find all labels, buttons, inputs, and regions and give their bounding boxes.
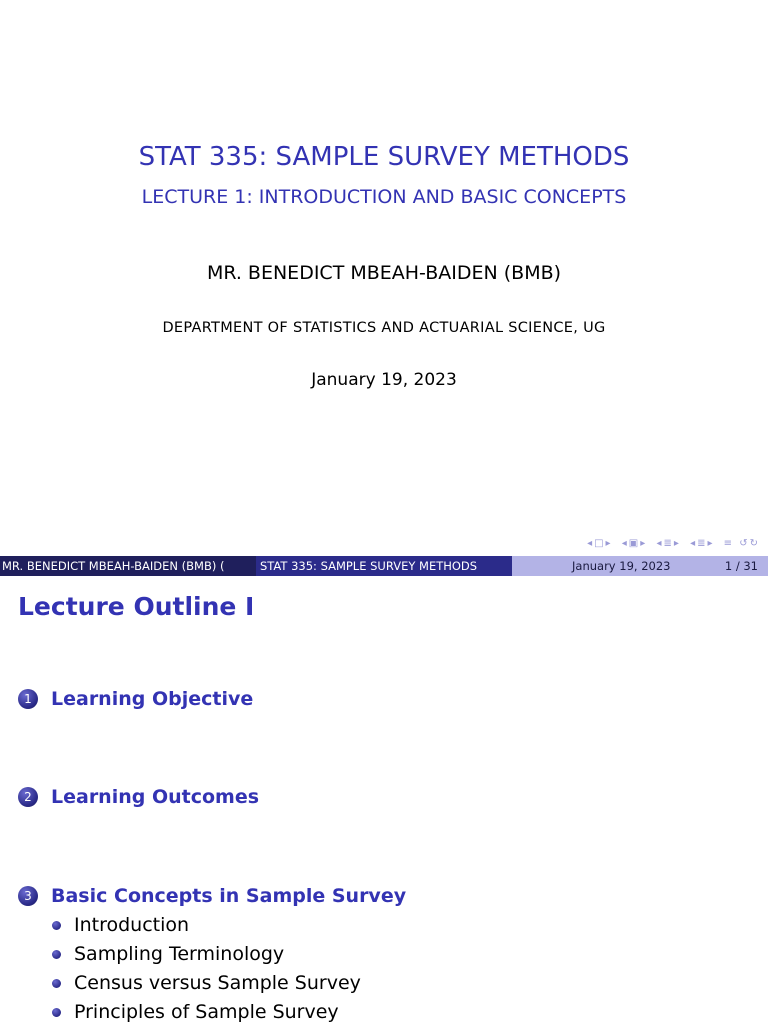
subsection-label: Introduction [74,914,190,936]
outline-section-1[interactable] [18,688,253,710]
section-number-ball: 2 [18,787,38,807]
institute-name: DEPARTMENT OF STATISTICS AND ACTUARIAL SCIENCE, UG [162,320,606,336]
footer-date: January 19, 2023 [572,559,671,573]
section-label: Learning Objective [51,688,254,710]
outline-subsection[interactable] [52,943,284,965]
bullet-icon [52,921,61,930]
subsection-label: Census versus Sample Survey [74,972,361,994]
footer-author: MR. BENEDICT MBEAH-BAIDEN (BMB) ( [0,556,256,576]
presentation-date: January 19, 2023 [311,370,457,390]
nav-subsection-icon[interactable]: ◂▣▸ [621,538,648,549]
nav-search-icon[interactable]: ≡ ↺↻ [723,538,760,549]
outline-section-3[interactable] [18,885,406,907]
section-label: Basic Concepts in Sample Survey [51,885,407,907]
outline-section-2[interactable] [18,786,259,808]
presentation-subtitle: LECTURE 1: INTRODUCTION AND BASIC CONCEPTS [141,186,627,208]
footer-page-number: 1 / 31 [724,559,758,573]
footer-title: STAT 335: SAMPLE SURVEY METHODS [256,556,512,576]
subsection-label: Principles of Sample Survey [74,1001,339,1023]
footer-date-page [512,556,768,576]
author-name: MR. BENEDICT MBEAH-BAIDEN (BMB) [206,262,562,284]
outline-subsection[interactable] [52,914,189,936]
presentation-title: STAT 335: SAMPLE SURVEY METHODS [138,142,630,172]
nav-frame-icon[interactable]: ◂□▸ [587,538,613,549]
frame-title: Lecture Outline I [18,592,255,621]
outline-slide [0,576,768,1024]
bullet-icon [52,950,61,959]
section-label: Learning Outcomes [51,786,260,808]
subsection-label: Sampling Terminology [74,943,285,965]
outline-subsection[interactable] [52,1001,339,1023]
bullet-icon [52,1008,61,1017]
nav-document-icon[interactable]: ◂≣▸ [690,538,715,549]
navigation-symbols [583,538,760,549]
bullet-icon [52,979,61,988]
footer-bar [0,556,768,576]
nav-section-icon[interactable]: ◂≣▸ [656,538,681,549]
section-number-ball: 3 [18,886,38,906]
section-number-ball: 1 [18,689,38,709]
outline-subsection[interactable] [52,972,361,994]
